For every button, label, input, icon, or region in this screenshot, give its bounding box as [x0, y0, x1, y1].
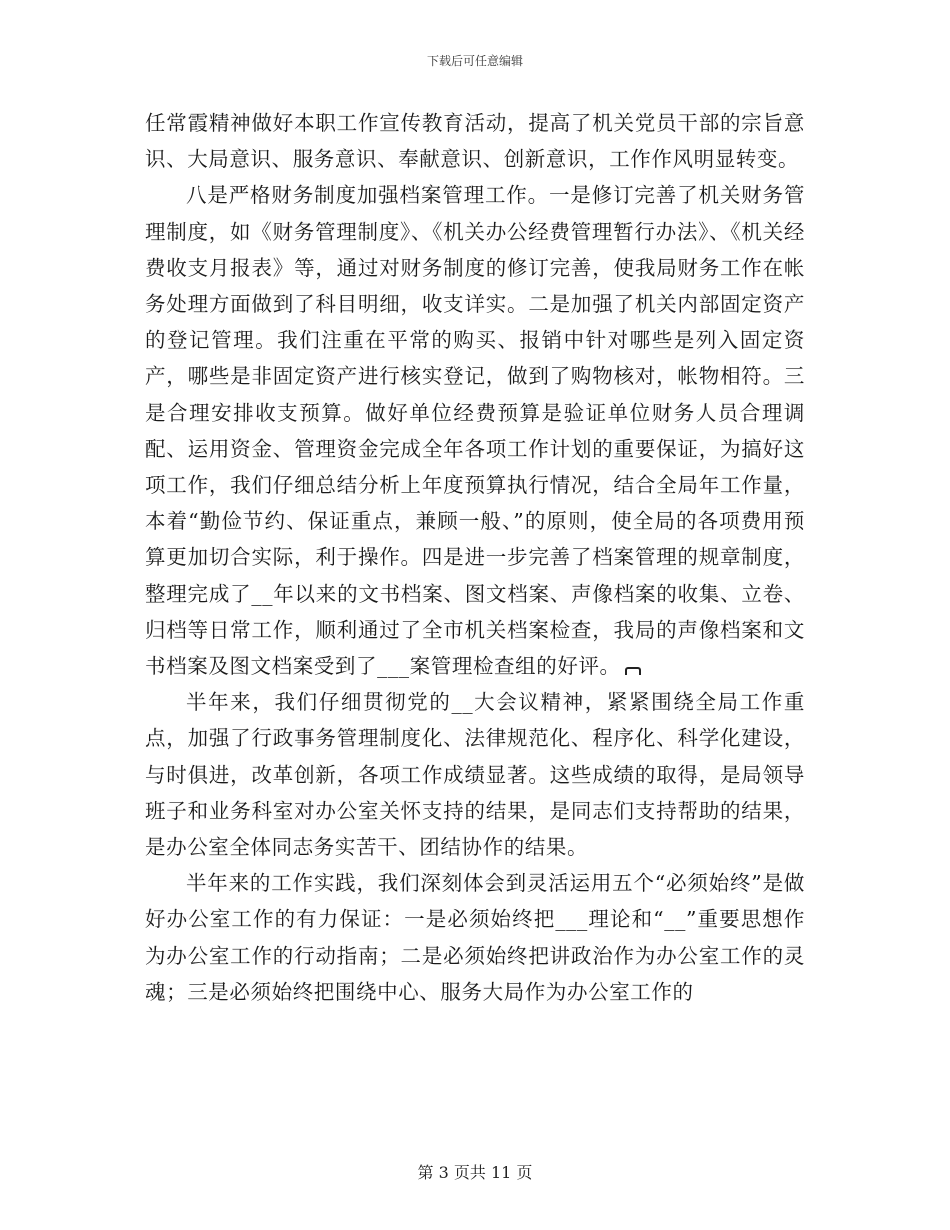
- page-number: 第 3 页共 11 页: [417, 1163, 533, 1182]
- document-body: [145, 105, 805, 1010]
- paragraph-work-experience: 半年来的工作实践，我们深刻体会到灵活运用五个“必须始终”是做好办公室工作的有力保证：一是必须始终把___理论和“__”重要思想作为办公室工作的行动指南；二是必须始终把讲政治作为办公室工作的灵魂；三是必须始终把围绕中心、服务大局作为办公室工作的: [145, 871, 805, 1004]
- edit-mark-icon: [625, 667, 641, 675]
- page-header: 下载后可任意编辑: [426, 54, 523, 68]
- paragraph-continuation: 任常霞精神做好本职工作宣传教育活动，提高了机关党员干部的宗旨意识、大局意识、服务意识、奉献意识、创新意识，工作作风明显转变。: [145, 111, 805, 172]
- paragraph-half-year-summary: 半年来，我们仔细贯彻党的__大会议精神，紧紧围绕全局工作重点，加强了行政事务管理制度化、法律规范化、程序化、科学化建设，与时俱进，改革创新，各项工作成绩显著。这些成绩的取得，是局领导班子和业务科室对办公室关怀支持的结果，是同志们支持帮助的结果，是办公室全体同志务实苦干、团结协作的结果。: [145, 690, 805, 860]
- paragraph-finance-archives: 八是严格财务制度加强档案管理工作。一是修订完善了机关财务管理制度，如《财务管理制度》、《机关办公经费管理暂行办法》、《机关经费收支月报表》等，通过对财务制度的修订完善，使我局财务工作在帐务处理方面做到了科目明细，收支详实。二是加强了机关内部固定资产的登记管理。我们注重在平常的购买、报销中针对哪些是列入固定资产，哪些是非固定资产进行核实登记，做到了购物核对，帐物相符。三是合理安排收支预算。做好单位经费预算是验证单位财务人员合理调配、运用资金、管理资金完成全年各项工作计划的重要保证，为搞好这项工作，我们仔细总结分析上年度预算执行情况，结合全局年工作量，本着“勤俭节约、保证重点，兼顾一般、”的原则，使全局的各项费用预算更加切合实际，利于操作。四是进一步完善了档案管理的规章制度，整理完成了__年以来的文书档案、图文档案、声像档案的收集、立卷、归档等日常工作，顺利通过了全市机关档案检查，我局的声像档案和文书档案及图文档案受到了___案管理检查组的好评。: [145, 183, 805, 679]
